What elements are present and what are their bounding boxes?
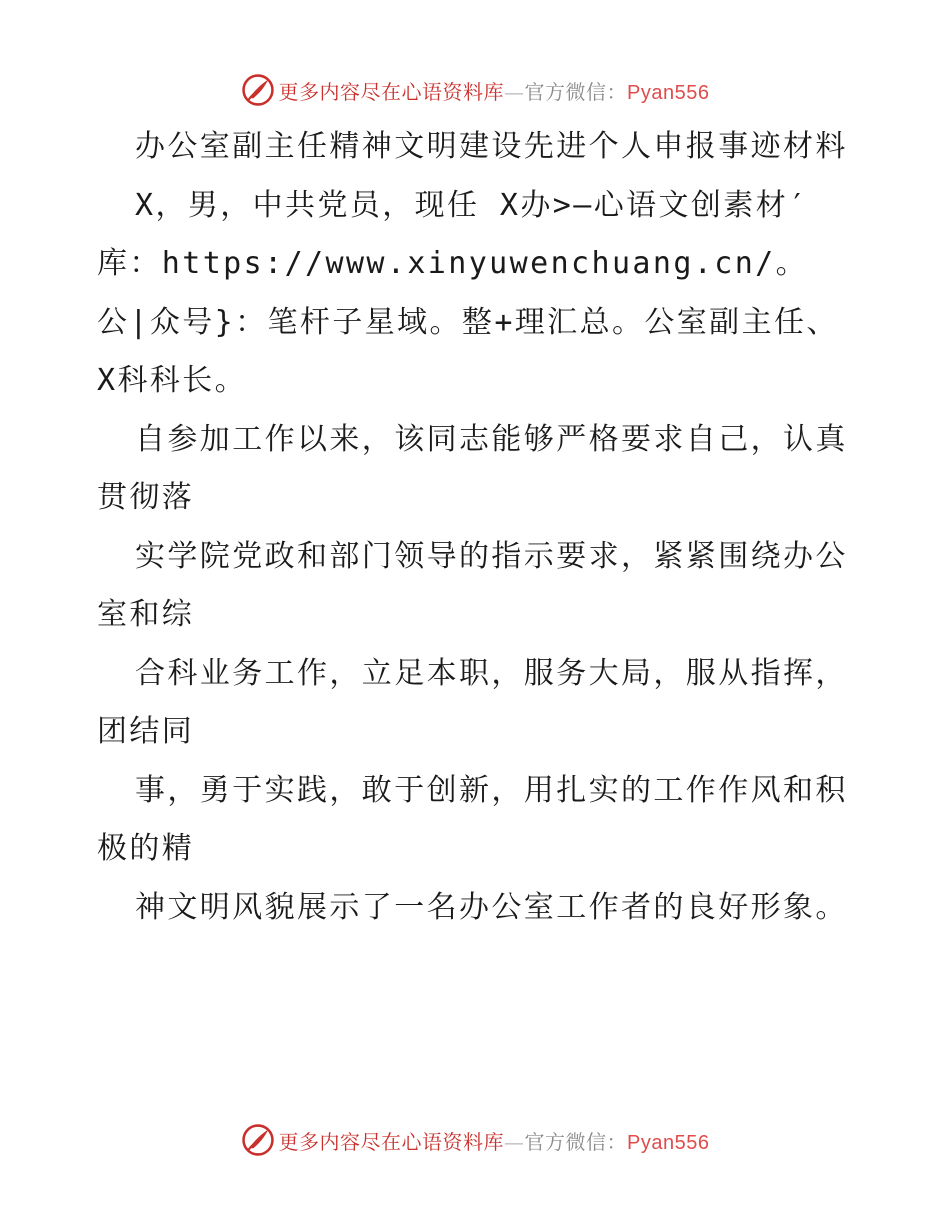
paragraph: 神文明风貌展示了一名办公室工作者的良好形象。 [135,889,848,925]
paragraph: 自参加工作以来，该同志能够严格要求自己，认真贯彻落 [97,421,848,515]
paragraph: X，男，中共党员，现任 X办>—心语文创素材′库：https://www.xinyuwenchuang.cn/。公|众号}：笔杆子星域。整+理汇总。公室副主任、X科科长。 [97,187,839,398]
paragraph: 事，勇于实践，敢于创新，用扎实的工作作风和积极的精 [97,772,848,866]
footer-dash: — [504,1129,525,1154]
paragraph: 合科业务工作，立足本职，服务大局，服从指挥，团结同 [97,655,848,749]
header-banner [0,70,950,110]
feather-pen-logo-icon [241,1123,275,1157]
footer-banner-text [279,1126,710,1155]
document-body [97,118,857,937]
header-banner-inner [241,73,710,107]
footer-banner-inner [241,1123,710,1157]
header-brand: 更多内容尽在心语资料库 [278,79,505,104]
paragraph: 实学院党政和部门领导的指示要求，紧紧围绕办公室和综 [97,538,848,632]
footer-brand: 更多内容尽在心语资料库 [278,1129,505,1154]
header-banner-text [279,76,710,105]
feather-pen-logo-icon [241,73,275,107]
header-dash: — [504,79,525,104]
document-title: 办公室副主任精神文明建设先进个人申报事迹材料 [135,129,848,164]
footer-wechat-id: Pyan556 [627,1131,710,1154]
header-wechat-id: Pyan556 [627,81,710,104]
header-wechat-label: 官方微信： [524,79,628,104]
footer-banner [0,1120,950,1160]
footer-wechat-label: 官方微信： [524,1129,628,1154]
